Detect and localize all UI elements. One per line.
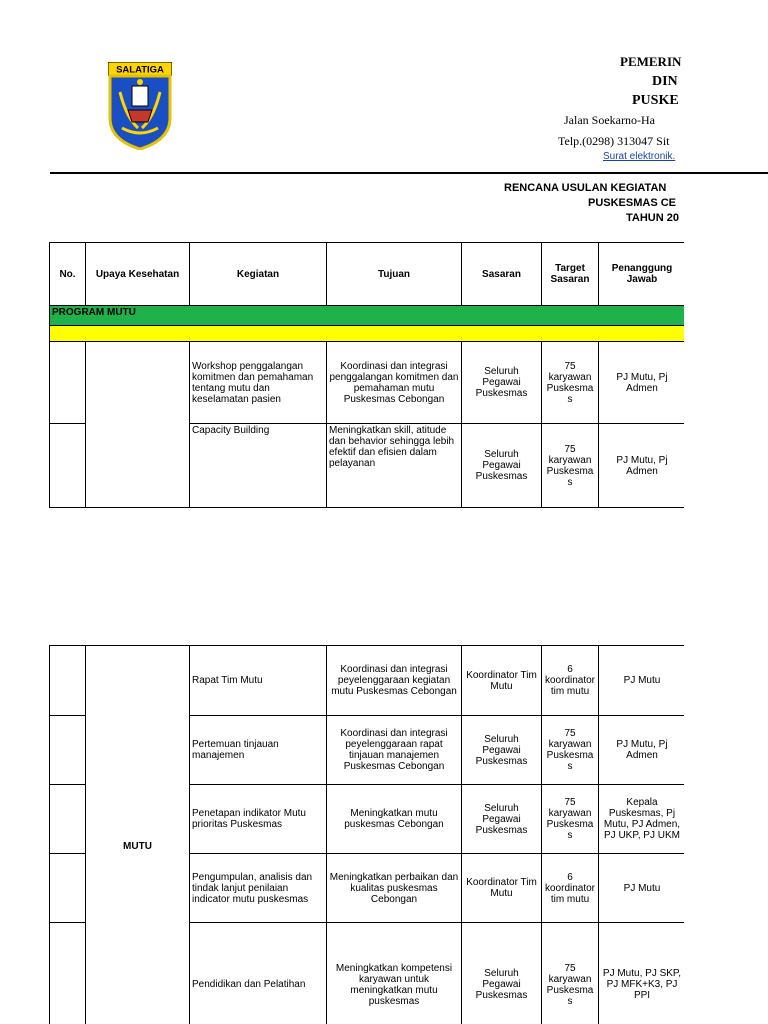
cell-target: 6 koordinator tim mutu — [542, 854, 599, 923]
cell-tujuan: Koordinasi dan integrasi peyelenggaraan rapat tinjauan manajemen Puskesmas Cebongan — [327, 716, 462, 785]
doc-title-line-2: PUSKESMAS CE — [588, 197, 677, 209]
section-label: PROGRAM MUTU — [50, 306, 685, 326]
cell-target: 75 karyawan Puskesma s — [542, 923, 599, 1024]
cell-no — [50, 923, 86, 1024]
header-divider — [50, 172, 768, 174]
col-header-upaya: Upaya Kesehatan — [86, 243, 190, 306]
cell-pj: PJ Mutu, Pj Admen — [599, 424, 685, 508]
table-row — [50, 646, 685, 716]
logo-text: SALATIGA — [116, 64, 164, 76]
cell-no — [50, 424, 86, 508]
col-header-no: No. — [50, 243, 86, 306]
cell-no — [50, 646, 86, 716]
cell-kegiatan: Capacity Building — [190, 424, 327, 508]
yellow-band — [50, 326, 685, 342]
cell-no — [50, 342, 86, 424]
table-row — [50, 342, 685, 424]
cell-no — [50, 716, 86, 785]
cell-pj: Kepala Puskesmas, Pj Mutu, PJ Admen, PJ UKP, PJ UKM — [599, 785, 685, 854]
header-phone: Telp.(0298) 313047 Sit — [558, 134, 670, 148]
cell-pj: PJ Mutu — [599, 854, 685, 923]
kegiatan-table-top — [49, 242, 684, 508]
cell-kegiatan: Pendidikan dan Pelatihan — [190, 923, 327, 1024]
cell-tujuan: Meningkatkan kompetensi karyawan untuk meningkatkan mutu puskesmas — [327, 923, 462, 1024]
cell-target: 75 karyawan Puskesma s — [542, 785, 599, 854]
col-header-pj: Penanggung Jawab — [599, 243, 685, 306]
cell-pj: PJ Mutu, Pj Admen — [599, 342, 685, 424]
cell-tujuan: Koordinasi dan integrasi penggalangan komitmen dan pemahaman mutu Puskesmas Cebongan — [327, 342, 462, 424]
cell-pj: PJ Mutu, PJ SKP, PJ MFK+K3, PJ PPI — [599, 923, 685, 1024]
cell-tujuan: Meningkatkan skill, atitude dan behavior sehingga lebih efektif dan efisien dalam pelayanan — [327, 424, 462, 508]
cell-sasaran: Koordinator Tim Mutu — [462, 646, 542, 716]
cell-pj: PJ Mutu — [599, 646, 685, 716]
cell-sasaran: Seluruh Pegawai Puskesmas — [462, 923, 542, 1024]
table-header-row — [50, 243, 685, 306]
header-line-1: PEMERIN — [620, 54, 682, 69]
cell-no — [50, 854, 86, 923]
col-header-target: Target Sasaran — [542, 243, 599, 306]
header-address: Jalan Soekarno-Ha — [564, 113, 655, 127]
cell-target: 75 karyawan Puskesma s — [542, 716, 599, 785]
col-header-kegiatan: Kegiatan — [190, 243, 327, 306]
yellow-row — [50, 326, 685, 342]
cell-target: 6 koordinator tim mutu — [542, 646, 599, 716]
cell-tujuan: Meningkatkan perbaikan dan kualitas puskesmas Cebongan — [327, 854, 462, 923]
cell-tujuan: Koordinasi dan integrasi peyelenggaraan kegiatan mutu Puskesmas Cebongan — [327, 646, 462, 716]
cell-kegiatan: Pengumpulan, analisis dan tindak lanjut penilaian indicator mutu puskesmas — [190, 854, 327, 923]
cell-sasaran: Koordinator Tim Mutu — [462, 854, 542, 923]
cell-sasaran: Seluruh Pegawai Puskesmas — [462, 424, 542, 508]
col-header-sasaran: Sasaran — [462, 243, 542, 306]
doc-title-line-3: TAHUN 20 — [626, 212, 679, 224]
cell-no — [50, 785, 86, 854]
cell-sasaran: Seluruh Pegawai Puskesmas — [462, 785, 542, 854]
cell-upaya: MUTU — [86, 646, 190, 1024]
cell-kegiatan: Workshop penggalangan komitmen dan pemahaman tentang mutu dan keselamatan pasien — [190, 342, 327, 424]
email-link[interactable]: Surat elektronik. — [603, 151, 676, 162]
col-header-tujuan: Tujuan — [327, 243, 462, 306]
cell-pj: PJ Mutu, Pj Admen — [599, 716, 685, 785]
cell-upaya — [86, 342, 190, 508]
cell-sasaran: Seluruh Pegawai Puskesmas — [462, 342, 542, 424]
kegiatan-table-bottom — [49, 645, 684, 1024]
cell-kegiatan: Pertemuan tinjauan manajemen — [190, 716, 327, 785]
header-line-2: DIN — [652, 74, 678, 89]
cell-kegiatan: Rapat Tim Mutu — [190, 646, 327, 716]
cell-target: 75 karyawan Puskesma s — [542, 342, 599, 424]
header-line-3: PUSKE — [632, 93, 679, 108]
cell-tujuan: Meningkatkan mutu puskesmas Cebongan — [327, 785, 462, 854]
doc-title-line-1: RENCANA USULAN KEGIATAN — [504, 182, 667, 194]
section-row — [50, 306, 685, 326]
cell-sasaran: Seluruh Pegawai Puskesmas — [462, 716, 542, 785]
cell-target: 75 karyawan Puskesma s — [542, 424, 599, 508]
cell-kegiatan: Penetapan indikator Mutu prioritas Puskesmas — [190, 785, 327, 854]
